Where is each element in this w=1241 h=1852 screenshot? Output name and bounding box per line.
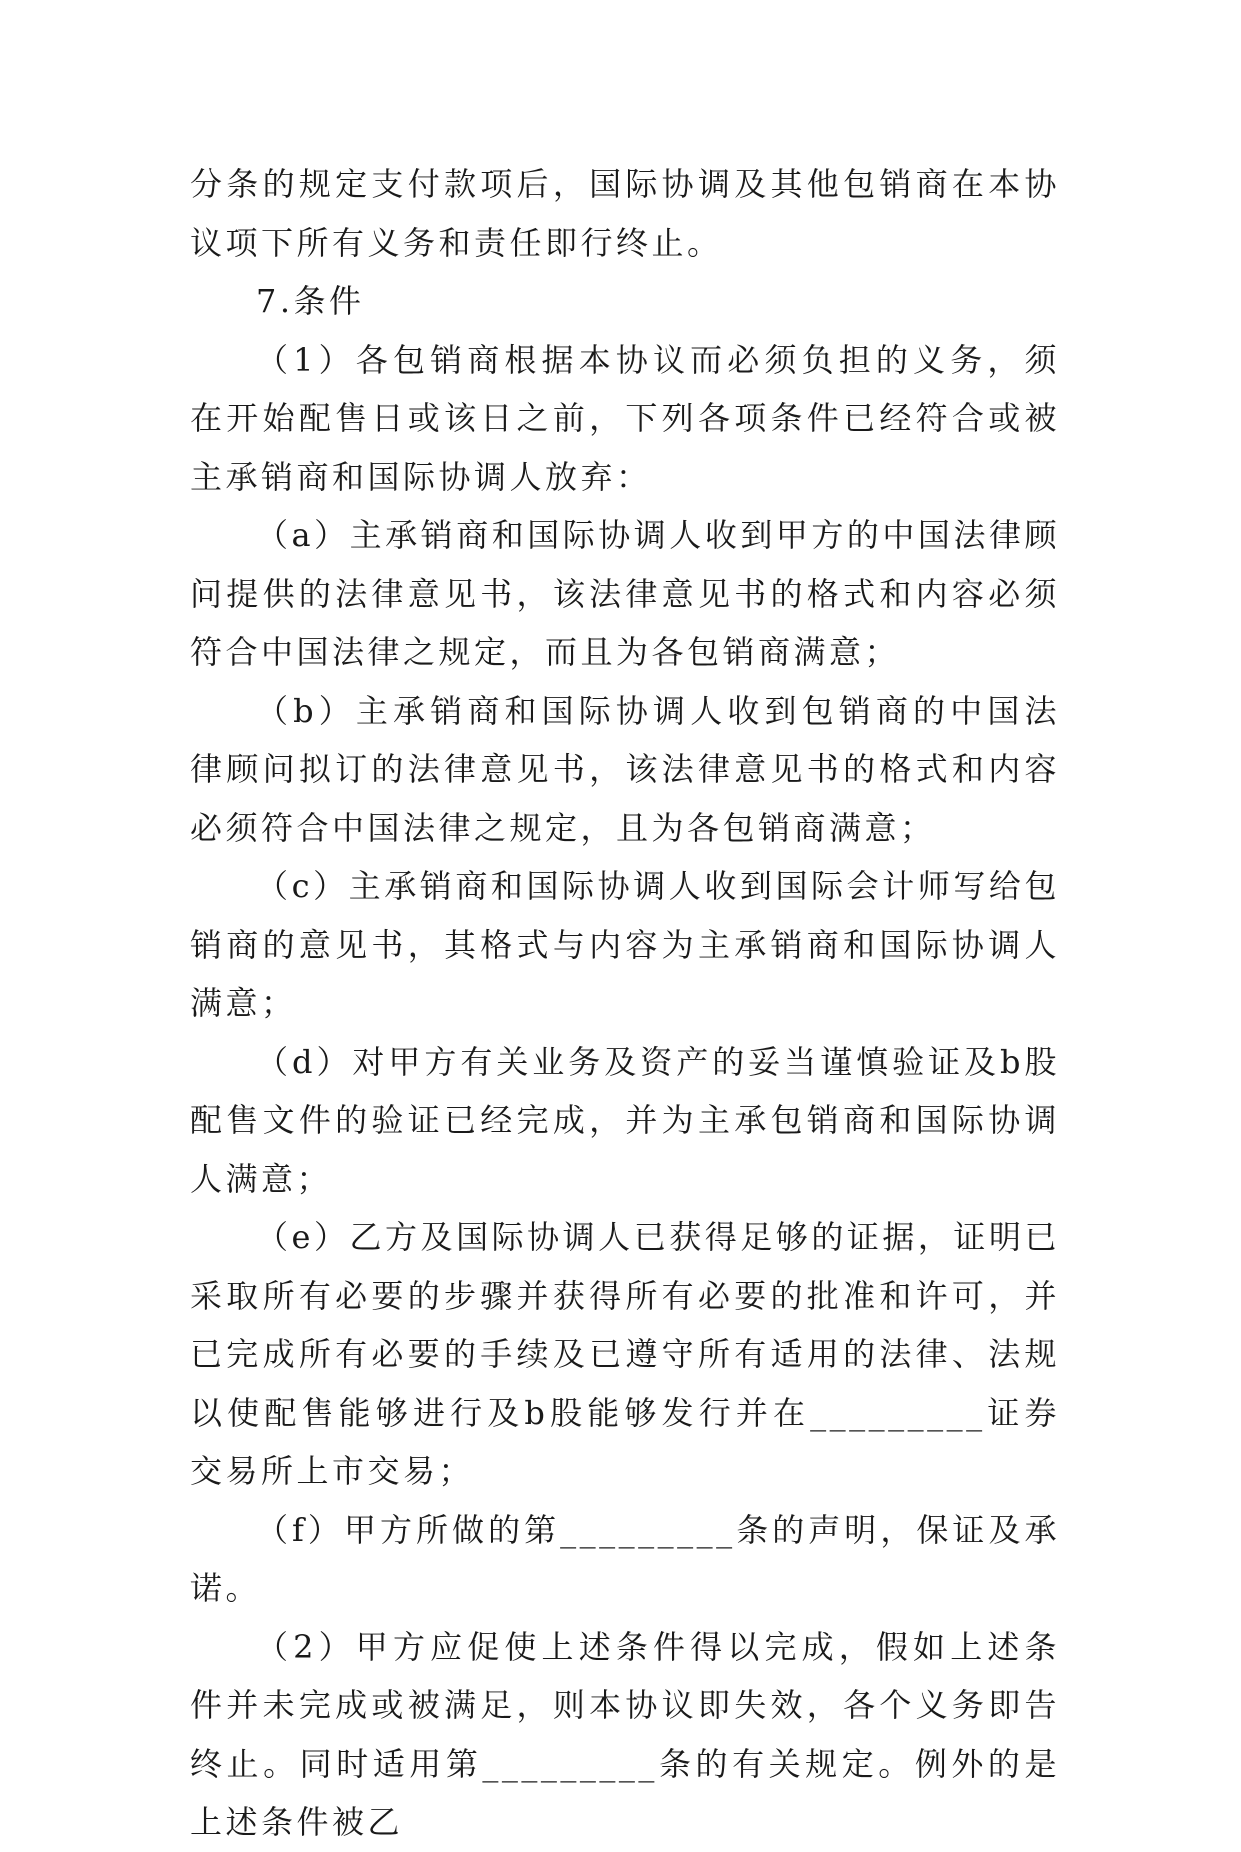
paragraph-item-b: （b）主承销商和国际协调人收到包销商的中国法律顾问拟订的法律意见书，该法律意见书的格式和内容必须符合中国法律之规定，且为各包销商满意；: [190, 691, 1060, 847]
document-body: [190, 155, 1060, 1852]
section-heading-conditions: 7.条件: [256, 282, 365, 320]
paragraph-continuation: 分条的规定支付款项后，国际协调及其他包销商在本协议项下所有义务和责任即行终止。: [190, 165, 1060, 262]
paragraph-clause-2: （2）甲方应促使上述条件得以完成，假如上述条件并未完成或被满足，则本协议即失效，各个义务即告终止。同时适用第_________条的有关规定。例外的是上述条件被乙: [190, 1627, 1060, 1841]
paragraph-clause-1: （1）各包销商根据本协议而必须负担的义务，须在开始配售日或该日之前，下列各项条件已经符合或被主承销商和国际协调人放弃：: [190, 340, 1060, 496]
paragraph-item-c: （c）主承销商和国际协调人收到国际会计师写给包销商的意见书，其格式与内容为主承销商和国际协调人满意；: [190, 867, 1060, 1022]
paragraph-item-e: （e）乙方及国际协调人已获得足够的证据，证明已采取所有必要的步骤并获得所有必要的批准和许可，并已完成所有必要的手续及已遵守所有适用的法律、法规以使配售能够进行及b股能够发行并在_________证券交易所上市交易；: [190, 1218, 1060, 1490]
paragraph-item-a: （a）主承销商和国际协调人收到甲方的中国法律顾问提供的法律意见书，该法律意见书的格式和内容必须符合中国法律之规定，而且为各包销商满意；: [190, 516, 1060, 671]
paragraph-item-d: （d）对甲方有关业务及资产的妥当谨慎验证及b股配售文件的验证已经完成，并为主承包销商和国际协调人满意；: [190, 1042, 1060, 1198]
paragraph-item-f: （f）甲方所做的第_________条的声明，保证及承诺。: [190, 1510, 1060, 1607]
